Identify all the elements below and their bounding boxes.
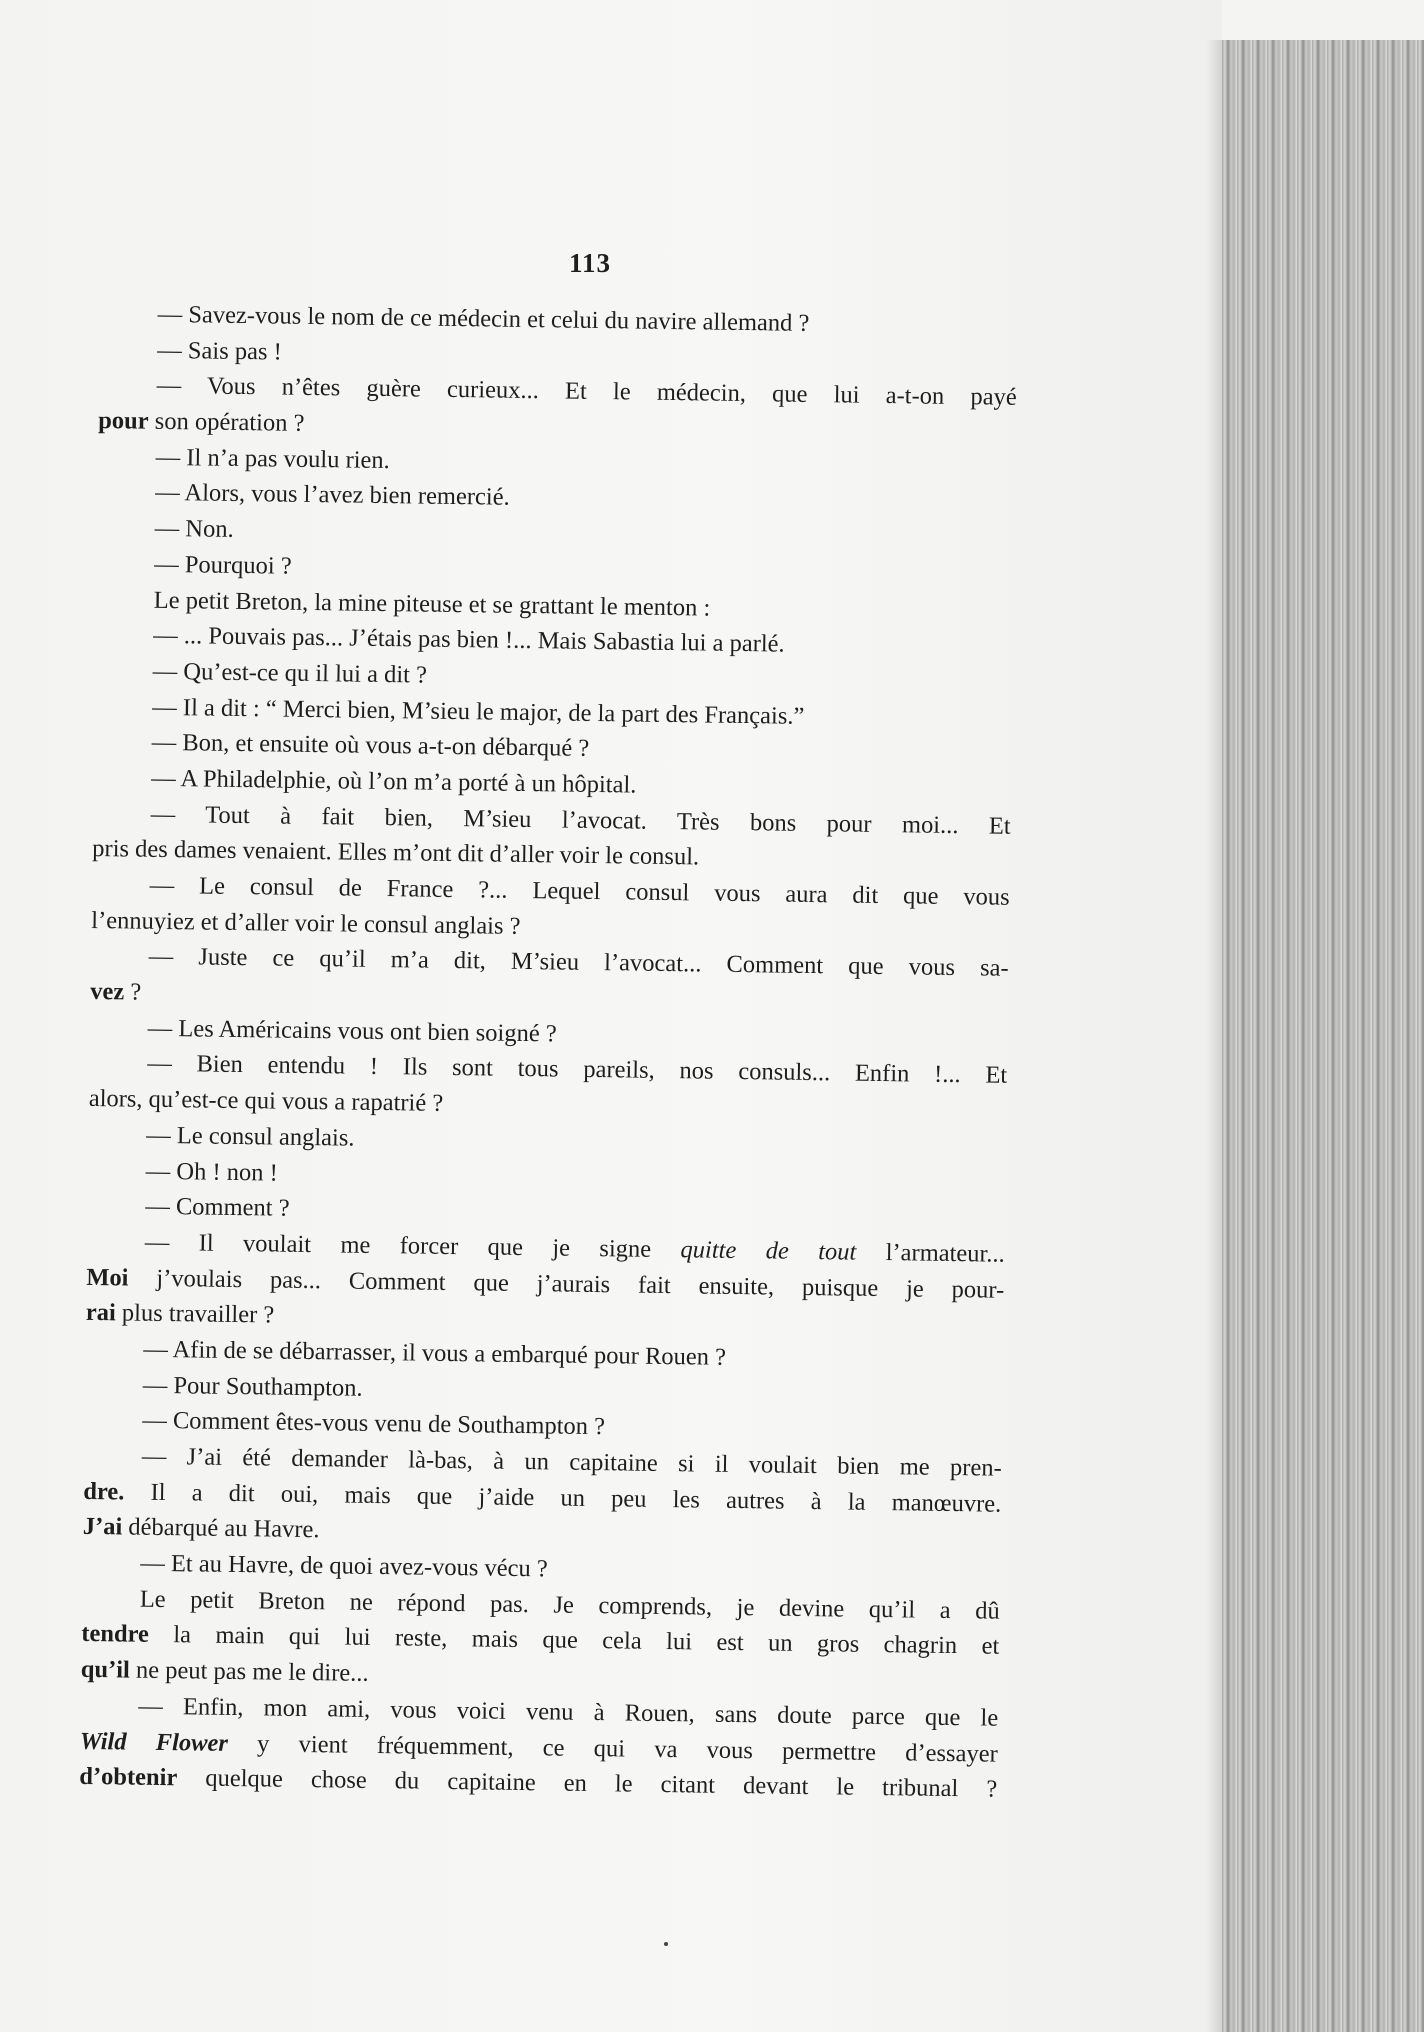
text-fragment: — Bon, et ensuite où vous a-t-on débarqué ?	[151, 729, 590, 763]
text-fragment: — Et au Havre, de quoi avez-vous vécu ?	[140, 1549, 548, 1583]
text-fragment: — Il voulait me forcer que je signe	[144, 1228, 681, 1264]
text-fragment: pris des dames venaient. Elles m’ont dit d’aller voir le consul.	[92, 835, 700, 871]
text-fragment: — Alors, vous l’avez bien remercié.	[155, 479, 510, 512]
text-fragment: — Il n’a pas voulu rien.	[155, 443, 390, 474]
text-fragment: — J’ai été demander là-bas, à un capitaine si il voulait bien me pren-	[141, 1442, 1002, 1482]
text-fragment: — Savez-vous le nom de ce médecin et celui du navire allemand ?	[157, 300, 810, 337]
text-fragment: — Pourquoi ?	[154, 550, 292, 580]
text-fragment: ne peut pas me le dire...	[129, 1656, 369, 1688]
text-fragment: — Vous n’êtes guère curieux... Et le médecin, que lui a-t-on payé	[156, 372, 1017, 412]
text-fragment: l’armateur...	[856, 1238, 1005, 1268]
text-fragment: ?	[124, 978, 142, 1006]
text-fragment: — A Philadelphie, où l’on m’a porté à un hôpital.	[151, 764, 637, 799]
text-fragment: Le petit Breton ne répond pas. Je comprends, je devine qu’il a dû	[139, 1585, 1000, 1625]
text-fragment: quelque chose du capitaine en le citant devant le tribunal ?	[177, 1764, 998, 1803]
text-fragment: — Comment ?	[145, 1192, 290, 1222]
text-fragment: — Sais pas !	[157, 336, 282, 366]
text-fragment: plus travailler ?	[115, 1299, 275, 1329]
text-fragment: — Bien entendu ! Ils sont tous pareils, nos consuls... Enfin !... Et	[147, 1050, 1008, 1090]
page-top-margin	[1222, 0, 1424, 40]
text-fragment: — Pour Southampton.	[142, 1371, 363, 1402]
text-fragment: — Comment êtes-vous venu de Southampton ?	[142, 1407, 606, 1441]
bold-fragment: rai	[85, 1299, 116, 1327]
bold-fragment: qu’il	[80, 1655, 131, 1684]
bold-fragment: tendre	[81, 1620, 150, 1649]
page-text	[79, 296, 1018, 1808]
bold-fragment: vez	[90, 977, 125, 1006]
text-fragment: — Juste ce qu’il m’a dit, M’sieu l’avocat... Comment que vous sa-	[148, 943, 1009, 983]
text-fragment: j’voulais pas... Comment que j’aurais fait ensuite, puisque je pour-	[128, 1264, 1005, 1304]
bold-italic-fragment: Wild Flower	[79, 1727, 229, 1757]
bold-fragment: dre.	[83, 1477, 125, 1506]
page-number: 113	[568, 248, 611, 278]
bold-fragment: J’ai	[82, 1513, 123, 1541]
text-fragment: Il a dit oui, mais que j’aide un peu les autres à la manœuvre.	[124, 1478, 1002, 1518]
text-fragment: l’ennuyiez et d’aller voir le consul anglais ?	[91, 906, 521, 940]
text-fragment: — Qu’est-ce qu il lui a dit ?	[152, 657, 428, 689]
text-fragment: — Le consul de France ?... Lequel consul vous aura dit que vous	[149, 871, 1010, 911]
italic-fragment: quitte de tout	[680, 1236, 857, 1266]
text-fragment: Le petit Breton, la mine piteuse et se grattant le menton :	[153, 586, 711, 622]
text-fragment: — ... Pouvais pas... J’étais pas bien !... Mais Sabastia lui a parlé.	[153, 621, 785, 658]
bold-fragment: pour	[98, 407, 149, 435]
text-fragment: — Enfin, mon ami, vous voici venu à Rouen, sans doute parce que le	[138, 1692, 999, 1732]
text-fragment: son opération ?	[148, 407, 305, 437]
text-fragment: alors, qu’est-ce qui vous a rapatrié ?	[88, 1085, 444, 1117]
text-fragment: la main qui lui reste, mais que cela lui est un gros chagrin et	[148, 1621, 1000, 1661]
bold-fragment: d’obtenir	[79, 1763, 178, 1792]
text-fragment: débarqué au Havre.	[122, 1513, 320, 1544]
text-fragment: — Il a dit : “ Merci bien, M’sieu le major, de la part des Français.”	[152, 693, 805, 730]
text-fragment: — Non.	[154, 514, 234, 544]
text-fragment: — Afin de se débarrasser, il vous a embarqué pour Rouen ?	[143, 1335, 727, 1371]
text-fragment: — Les Américains vous ont bien soigné ?	[147, 1014, 557, 1048]
bold-fragment: Moi	[86, 1263, 129, 1292]
book-page-edges	[1222, 40, 1424, 2032]
text-fragment: — Le consul anglais.	[146, 1121, 355, 1152]
text-fragment: y vient fréquemment, ce qui va vous permettre d’essayer	[227, 1729, 998, 1768]
speck	[664, 1942, 668, 1946]
text-fragment: — Tout à fait bien, M’sieu l’avocat. Très bons pour moi... Et	[150, 800, 1011, 840]
text-fragment: — Oh ! non !	[145, 1157, 278, 1187]
